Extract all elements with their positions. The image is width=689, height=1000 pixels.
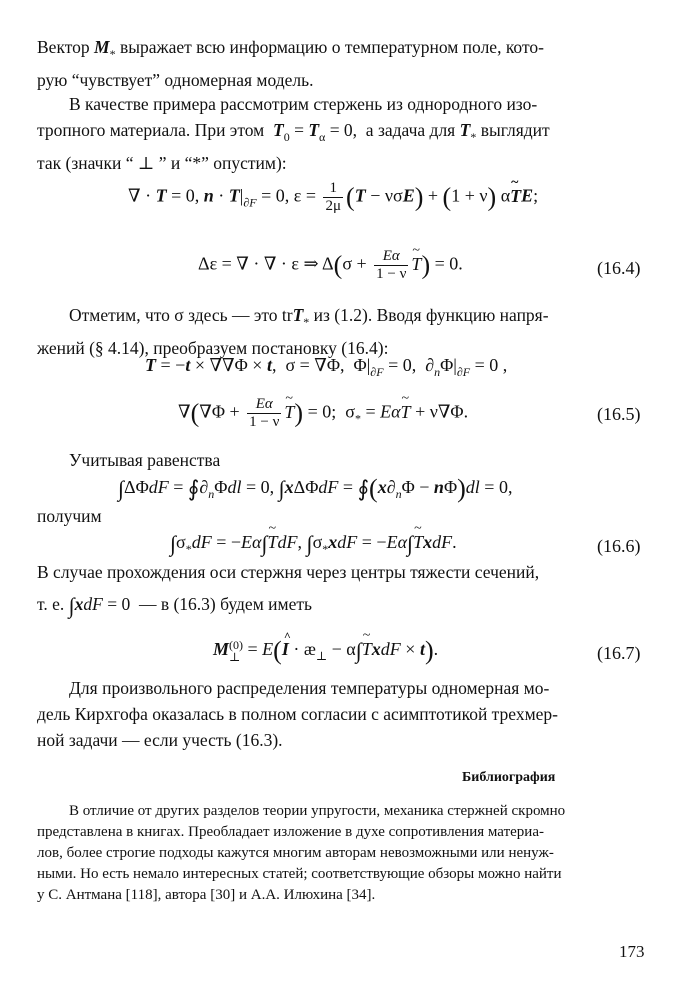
equation-line: Δε = ∇ · ∇ · ε ⇒ Δ(σ + $\frac{E\alpha}{1 - \nu}$ ~ T) = 0.: [198, 248, 463, 283]
equation-line: $\int\sigma_*dF$ = −Eα∫~ TdF, $\int\sigma_*xdF$ = −Eα∫~ TxdF.: [170, 531, 457, 557]
text-line: у С. Антмана [118], автора [30] и А.А. Илюхина [34].: [37, 887, 376, 903]
text-line: Учитывая равенства: [69, 450, 221, 470]
text-line: получим: [37, 506, 102, 526]
text-line: ной задачи — если учесть (16.3).: [37, 730, 283, 750]
text-line: Отметим, что σ здесь — это trT$_*$ из (1.2). Вводя функцию напря-: [69, 305, 549, 329]
equation-line: $\int\Delta\Phi dF = ∮\partial_n\Phi dl = 0$, $\int x\Delta\Phi dF = ∮(x\partial_n\Phi - n\Phi)dl = 0$,: [118, 474, 513, 503]
equation-line: ∇ · T = 0, $n \cdot T|_{\partial F} = 0$, ε = $\frac{1}{2\mu}$ (T − νσE) + (1 + ν) α~ TE;: [128, 180, 538, 215]
text-line: так (значки “ ⊥ ” и “*” опустим):: [37, 153, 287, 173]
text-line: представлена в книгах. Преобладает изложение в духе сопротивления материа-: [37, 824, 544, 840]
equation-line: M (0) ⊥ = E(^ $I \cdot æ_\perp$ − α∫~ TxdF × t).: [213, 636, 438, 666]
paragraph-vector-m: [37, 34, 643, 93]
text-line: В качестве примера рассмотрим стержень из однородного изо-: [69, 94, 538, 114]
bibliography-title: Библиография: [462, 770, 556, 785]
text-line: т. е. ∫xdF = 0 — в (16.3) будем иметь: [37, 593, 312, 618]
text-line: дель Кирхгофа оказалась в полном согласии с асимптотикой трехмер-: [37, 704, 559, 724]
paragraph-axis: [37, 559, 643, 619]
text-line: В случае прохождения оси стержня через центры тяжести сечений,: [37, 562, 540, 582]
text-line: тропного материала. При этом $T_0 = T_\alpha = 0$, а задача для $T_*$ выглядит: [37, 120, 550, 144]
equation-number: (16.6): [597, 536, 641, 556]
equation-line: ∇(∇Φ + $\frac{E\alpha}{1 - \nu}$ ~ T) = 0; $\sigma_*$ = Eα~ T + ν∇Φ.: [178, 396, 468, 431]
paragraph-obtain: [37, 503, 102, 529]
equation-number: (16.7): [597, 643, 641, 663]
equation-number: (16.5): [597, 404, 641, 424]
text-line: рую “чувствует” одномерная модель.: [37, 70, 314, 90]
equation-number: (16.4): [597, 258, 641, 278]
text-line: Для произвольного распределения температуры одномерная мо-: [69, 678, 550, 698]
paragraph-conclusion: [37, 675, 643, 753]
text-line: лов, более строгие подходы кажутся многим авторам невозможными или ненуж-: [37, 845, 554, 861]
text-line: жений (§ 4.14), преобразуем постановку (16.4):: [37, 338, 389, 358]
paragraph-example: [37, 91, 643, 176]
text-line: ными. Но есть немало интересных статей; соответствующие обзоры можно найти: [37, 866, 562, 882]
equation-line: T = −t × ∇∇Φ × t, σ = ∇Φ, $\Phi|_{\partial F} = 0$, $\partial_n\Phi|_{\partial F} = 0$ ,: [145, 355, 508, 379]
text-line: В отличие от других разделов теории упругости, механика стержней скромно: [69, 803, 566, 819]
paragraph-considering: [69, 447, 220, 473]
bibliography-text: [37, 801, 643, 906]
text-line: Вектор $M_*$ выражает всю информацию о температурном поле, кото-: [37, 37, 544, 61]
paragraph-note: [37, 302, 643, 361]
page-number: 173: [619, 942, 645, 961]
